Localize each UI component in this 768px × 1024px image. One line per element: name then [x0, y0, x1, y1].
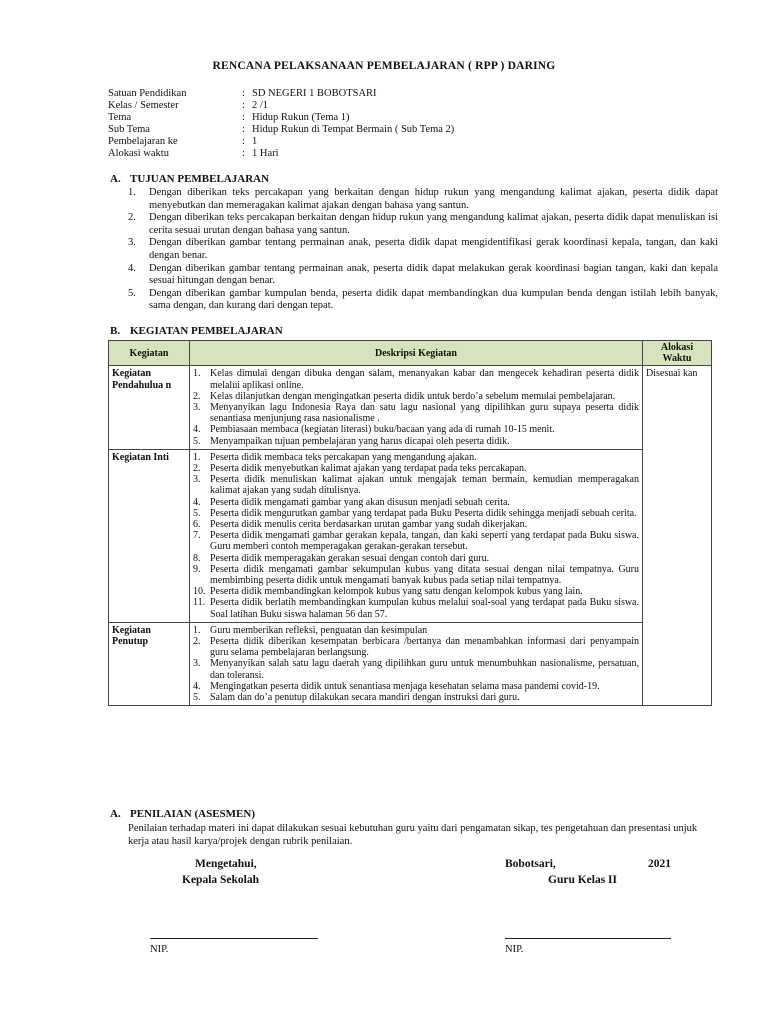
phase-label: Kegiatan Pendahulua n — [112, 368, 172, 391]
list-item — [128, 212, 718, 237]
list-item — [193, 436, 639, 447]
penilaian-text: Penilaian terhadap materi ini dapat dilakukan sesuai kebutuhan guru yaitu dari pengamatan sikap, tes pengetahuan dan presentasi unjuk kerja atau hasil karya/projek dengan rubrik penilaian. — [128, 823, 698, 847]
signature-year: 2021 — [648, 858, 671, 870]
list-text: Peserta didik mengurutkan gambar yang terdapat pada Buku Peserta didik sehingga menjadi sebuah cerita. — [210, 507, 637, 519]
signature-place: Bobotsari, — [505, 858, 556, 870]
list-text: Peserta didik mengamati gambar yang akan disusun menjadi sebuah cerita. — [210, 496, 510, 508]
signature-kepala-sekolah: Kepala Sekolah — [182, 874, 260, 886]
list-text: Peserta didik memperagakan gerakan sesuai dengan contoh dari guru. — [210, 552, 490, 564]
identity-row-alokasi — [108, 148, 279, 160]
step-list — [193, 452, 639, 620]
list-number: 11. — [193, 597, 206, 609]
list-item — [193, 530, 639, 552]
list-text: Guru memberikan refleksi, penguatan dan kesimpulan — [210, 624, 428, 636]
identity-sep: : — [242, 136, 245, 147]
identity-value: 1 — [252, 136, 258, 147]
identity-label: Satuan Pendidikan — [108, 88, 187, 99]
identity-sep: : — [242, 148, 245, 159]
phase-cell — [109, 366, 190, 449]
identity-value: Hidup Rukun (Tema 1) — [252, 112, 350, 123]
tujuan-list — [128, 187, 718, 313]
list-number: 3. — [128, 237, 136, 249]
list-text: Dengan diberikan gambar tentang permainan anak, peserta didik dapat melakukan gerak koordinasi bagian tangan, kaki dan kepala sesuai hitungan dengan benar. — [149, 262, 718, 287]
list-item — [193, 586, 639, 597]
table-row-penutup — [109, 622, 712, 705]
list-text: Peserta didik mengamati gambar gerakan kepala, tangan, dan kaki seperti yang terdapat pada Buku siswa. Guru memberi contoh memperagakan gerakan-gerakan tersebut. — [210, 530, 639, 553]
list-item — [193, 508, 639, 519]
list-item — [193, 636, 639, 658]
list-number: 2. — [193, 636, 201, 648]
list-text: Kelas dimulai dengan dibuka dengan salam, menanyakan kabar dan mengecek kehadiran peserta didik melalui aplikasi online. — [210, 368, 639, 391]
signature-guru-kelas: Guru Kelas II — [548, 874, 618, 886]
list-item — [193, 368, 639, 390]
header-kegiatan: Kegiatan — [109, 341, 190, 366]
section-tujuan-heading — [110, 173, 269, 185]
list-text: Dengan diberikan gambar tentang permainan anak, peserta didik dapat mengidentifikasi gerak koordinasi kepala, tangan, dan kaki dengan benar. — [149, 237, 718, 261]
identity-sep: : — [242, 124, 245, 135]
list-number: 4. — [193, 680, 201, 692]
table-row-pendahuluan — [109, 366, 712, 449]
identity-sep: : — [242, 112, 245, 123]
list-number: 1. — [193, 451, 201, 463]
list-number: 5. — [193, 692, 201, 704]
list-text: Peserta didik diberikan kesempatan berbicara /bertanya dan menambahkan informasi dari penyampain guru selama pembelajaran berlangsung. — [210, 636, 639, 659]
identity-value: SD NEGERI 1 BOBOTSARI — [252, 88, 377, 99]
list-number: 4. — [193, 496, 201, 508]
list-item — [193, 497, 639, 508]
list-item — [193, 519, 639, 530]
list-text: Menyanyikan salah satu lagu daerah yang dipilihkan guru untuk menumbuhkan nasionalisme, persatuan, dan toleransi. — [210, 658, 639, 681]
list-item — [193, 391, 639, 402]
table-header-row — [109, 341, 712, 366]
identity-label: Pembelajaran ke — [108, 136, 178, 147]
table-row-inti — [109, 449, 712, 622]
section-letter: B. — [110, 325, 121, 337]
list-number: 4. — [193, 424, 201, 436]
list-text: Peserta didik membaca teks percakapan yang mengandung ajakan. — [210, 451, 477, 463]
identity-label: Kelas / Semester — [108, 100, 179, 111]
document-title: RENCANA PELAKSANAAN PEMBELAJARAN ( RPP ) DARING — [212, 60, 556, 72]
section-letter: A. — [110, 173, 121, 185]
list-text: Peserta didik berlatih membandingkan kumpulan kubus melalui soal-soal yang terdapat pada Buku siswa. Soal latihan Buku siswa halaman 56 dan 57. — [210, 597, 639, 620]
list-item — [193, 625, 639, 636]
alokasi-value: Disesuai kan — [646, 368, 698, 380]
nip-right: NIP. — [505, 944, 524, 955]
list-item — [193, 452, 639, 463]
phase-label: Kegiatan Inti — [112, 451, 169, 463]
list-item — [193, 553, 639, 564]
identity-value: 1 Hari — [252, 148, 279, 159]
signature-mengetahui: Mengetahui, — [195, 858, 257, 870]
list-item — [128, 263, 718, 288]
list-number: 2. — [193, 390, 201, 402]
description-cell — [190, 366, 643, 449]
list-item — [193, 681, 639, 692]
list-item — [128, 187, 718, 212]
list-number: 10. — [193, 586, 206, 598]
list-text: Peserta didik mengamati gambar sekumpulan kubus yang ditata sesuai dengan nilai tempatnya. Guru membimbing peserta didik untuk mengamati banyak kubus pada setiap nilai tempatnya. — [210, 563, 639, 587]
alokasi-cell — [643, 366, 712, 706]
list-item — [193, 564, 639, 586]
list-item — [193, 692, 639, 703]
list-number: 6. — [193, 519, 201, 531]
list-text: Menyanyikan lagu Indonesia Raya dan satu lagu nasional yang dipilihkan guru supaya peserta didik senantiasa menjunjung rasa nasionalisme . — [210, 402, 639, 425]
list-text: Pembiasaan membaca (kegiatan literasi) buku/bacaan yang ada di rumah 10-15 menit. — [210, 424, 555, 436]
identity-sep: : — [242, 88, 245, 99]
list-text: Peserta didik menulis cerita berdasarkan urutan gambar yang sudah dikerjakan. — [210, 519, 528, 531]
list-number: 1. — [128, 187, 136, 198]
list-number: 2. — [193, 463, 201, 475]
section-title: PENILAIAN (ASESMEN) — [130, 808, 255, 820]
identity-row-tema — [108, 112, 350, 124]
list-number: 1. — [193, 368, 201, 380]
section-penilaian-heading — [110, 808, 255, 820]
section-kegiatan-heading — [110, 325, 283, 337]
list-item — [193, 658, 639, 680]
list-text: Kelas dilanjutkan dengan mengingatkan peserta didik untuk berdo’a sebelum memulai pembelajaran. — [210, 390, 616, 402]
list-number: 1. — [193, 624, 201, 636]
list-text: Menyampaikan tujuan pembelajaran yang harus dicapai oleh peserta didik. — [210, 435, 510, 447]
identity-label: Alokasi waktu — [108, 148, 169, 159]
kegiatan-table — [108, 340, 712, 706]
section-title: TUJUAN PEMBELAJARAN — [130, 173, 270, 185]
list-item — [128, 237, 718, 262]
description-cell — [190, 622, 643, 705]
phase-label: Kegiatan Penutup — [112, 624, 151, 648]
header-deskripsi: Deskripsi Kegiatan — [190, 341, 643, 366]
header-alokasi: Alokasi Waktu — [643, 341, 712, 366]
signature-line-left — [150, 938, 318, 939]
phase-cell — [109, 622, 190, 705]
identity-sep: : — [242, 100, 245, 111]
list-text: Mengingatkan peserta didik untuk senantiasa menjaga kesehatan selama masa pandemi covid-19. — [210, 680, 600, 692]
list-text: Peserta didik menuliskan kalimat ajakan untuk mengajak teman bermain, kemudian memperagakan kalimat ajakan yang sudah ditulisnya. — [210, 474, 639, 497]
list-text: Dengan diberikan teks percakapan yang berkaitan dengan hidup rukun yang mengandung kalimat ajakan, peserta didik dapat menyebutkan dan memeragakan kalimat ajakan dengan bahasa yang santun. — [149, 187, 718, 211]
list-number: 5. — [128, 287, 136, 299]
identity-row-subtema — [108, 124, 454, 136]
description-cell — [190, 449, 643, 622]
step-list — [193, 368, 639, 446]
list-number: 5. — [193, 435, 201, 447]
list-number: 9. — [193, 563, 201, 575]
identity-value: Hidup Rukun di Tempat Bermain ( Sub Tema 2) — [252, 124, 455, 135]
identity-label: Sub Tema — [108, 124, 150, 135]
section-title: KEGIATAN PEMBELAJARAN — [130, 325, 283, 337]
list-item — [193, 463, 639, 474]
list-number: 3. — [193, 658, 201, 670]
identity-value: 2 /1 — [252, 100, 269, 111]
list-number: 5. — [193, 507, 201, 519]
list-number: 4. — [128, 262, 136, 274]
nip-left: NIP. — [150, 944, 169, 955]
list-number: 3. — [193, 474, 201, 486]
list-text: Dengan diberikan gambar kumpulan benda, peserta didik dapat membandingkan dua kumpulan benda dengan istilah lebih banyak, sama dengan, dan kurang dari dengan tepat. — [149, 287, 718, 312]
list-item — [193, 474, 639, 496]
list-text: Salam dan do’a penutup dilakukan secara mandiri dengan instruksi dari guru. — [210, 692, 520, 704]
step-list — [193, 625, 639, 703]
list-text: Peserta didik membandingkan kelompok kubus yang satu dengan kelompok kubus yang lain. — [210, 586, 583, 598]
list-number: 7. — [193, 530, 201, 542]
list-number: 2. — [128, 212, 136, 224]
list-number: 8. — [193, 552, 201, 564]
list-item — [193, 424, 639, 435]
list-item — [193, 402, 639, 424]
identity-row-satuan — [108, 88, 377, 100]
list-number: 3. — [193, 402, 201, 414]
list-text: Peserta didik menyebutkan kalimat ajakan yang terdapat pada teks percakapan. — [210, 463, 527, 475]
identity-row-pembelajaran — [108, 136, 257, 148]
list-item — [193, 597, 639, 619]
section-letter: A. — [110, 808, 121, 820]
list-text: Dengan diberikan teks percakapan berkaitan dengan hidup rukun yang mengandung kalimat ajakan, peserta didik dapat menuliskan isi cerita sesuai urutan dengan bahasa yang santun. — [149, 212, 718, 236]
identity-row-kelas — [108, 100, 268, 112]
identity-label: Tema — [108, 112, 132, 123]
list-item — [128, 288, 718, 313]
signature-line-right — [505, 938, 671, 939]
phase-cell — [109, 449, 190, 622]
